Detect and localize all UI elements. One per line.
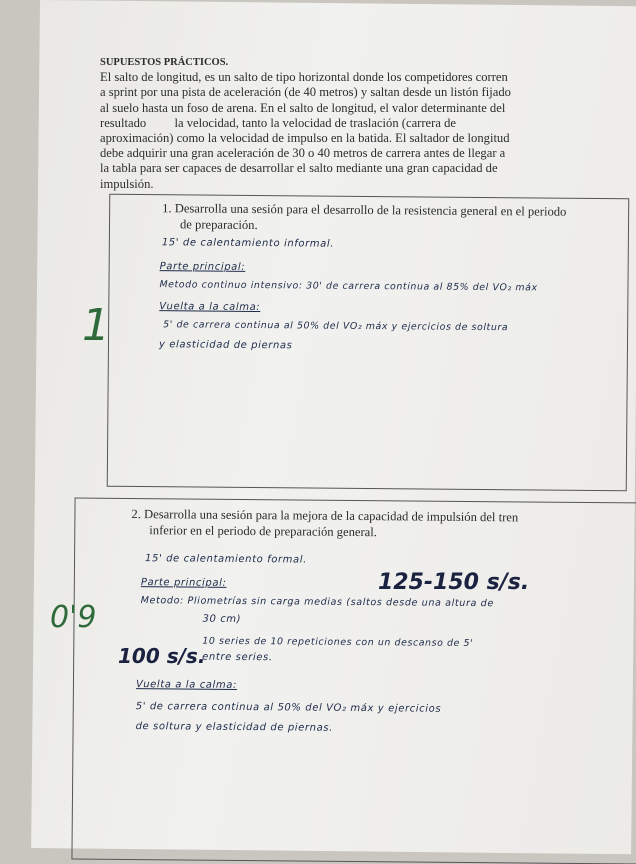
q2-method-cont: 30 cm) (202, 613, 242, 625)
q1-cooldown-line1: 5' de carrera continua al 50% del VO₂ máx y ejercicios de soltura (163, 319, 509, 334)
q2-annotation-left: 100 s/s. (118, 644, 206, 668)
intro-line: aproximación) como la velocidad de impulso en la batida. El saltador de longitud (100, 131, 510, 146)
question-2-box (71, 498, 636, 864)
q2-warmup: 15' de calentamiento formal. (145, 553, 307, 566)
q1-main-heading: Parte principal: (159, 261, 246, 273)
q2-cooldown-line1: 5' de carrera continua al 50% del VO₂ máx y ejercicios (135, 701, 442, 715)
q2-series-cont: entre series. (202, 651, 273, 664)
q2-cooldown-line2: de soltura y elasticidad de piernas. (135, 721, 333, 734)
intro-line: a sprint por una pista de aceleración (de 40 metros) y saltan desde un listón fijado (100, 85, 511, 100)
intro-line: resultado la velocidad, tanto la velocidad de traslación (carrera de (100, 115, 456, 130)
q2-series: 10 series de 10 repeticiones con un descanso de 5' (202, 635, 474, 650)
intro-line: al suelo hasta un foso de arena. En el salto de longitud, el valor determinante del (100, 100, 506, 115)
intro-line: la tabla para ser capaces de desarrollar el salto mediante una gran capacidad de (100, 161, 498, 176)
q1-line2: de preparación. (179, 217, 258, 233)
q2-main-heading: Parte principal: (140, 577, 227, 589)
q2-annotation-right: 125-150 s/s. (378, 570, 530, 595)
q2-cooldown-heading: Vuelta a la calma: (135, 679, 238, 691)
q2-method: Metodo: Pliometrías sin carga medias (saltos desde una altura de (140, 595, 494, 610)
q2-grade: 0'9 (50, 600, 97, 635)
q2-line1: 2. Desarrolla una sesión para la mejora de la capacidad de impulsión del tren (131, 507, 519, 525)
q1-line1: 1. Desarrolla una sesión para el desarrollo de la resistencia general en el periodo (162, 201, 567, 219)
q1-warmup: 15' de calentamiento informal. (161, 237, 335, 250)
q1-cooldown-heading: Vuelta a la calma: (159, 301, 261, 314)
intro-paragraph (100, 55, 620, 192)
intro-line: El salto de longitud, es un salto de tipo horizontal donde los competidores corren (100, 70, 508, 85)
intro-line: impulsión. (100, 176, 154, 191)
intro-line: debe adquirir una gran aceleración de 30 o 40 metros de carrera antes de llegar a (100, 146, 506, 161)
q1-cooldown-line2: y elasticidad de piernas (158, 339, 293, 352)
q2-line2: inferior en el periodo de preparación general. (149, 523, 377, 540)
intro-heading: SUPUESTOS PRÁCTICOS. (100, 57, 229, 68)
q1-grade: 1 (82, 300, 110, 351)
q1-method: Metodo continuo intensivo: 30' de carrera continua al 85% del VO₂ máx (159, 279, 538, 294)
question-1-box (107, 194, 630, 492)
